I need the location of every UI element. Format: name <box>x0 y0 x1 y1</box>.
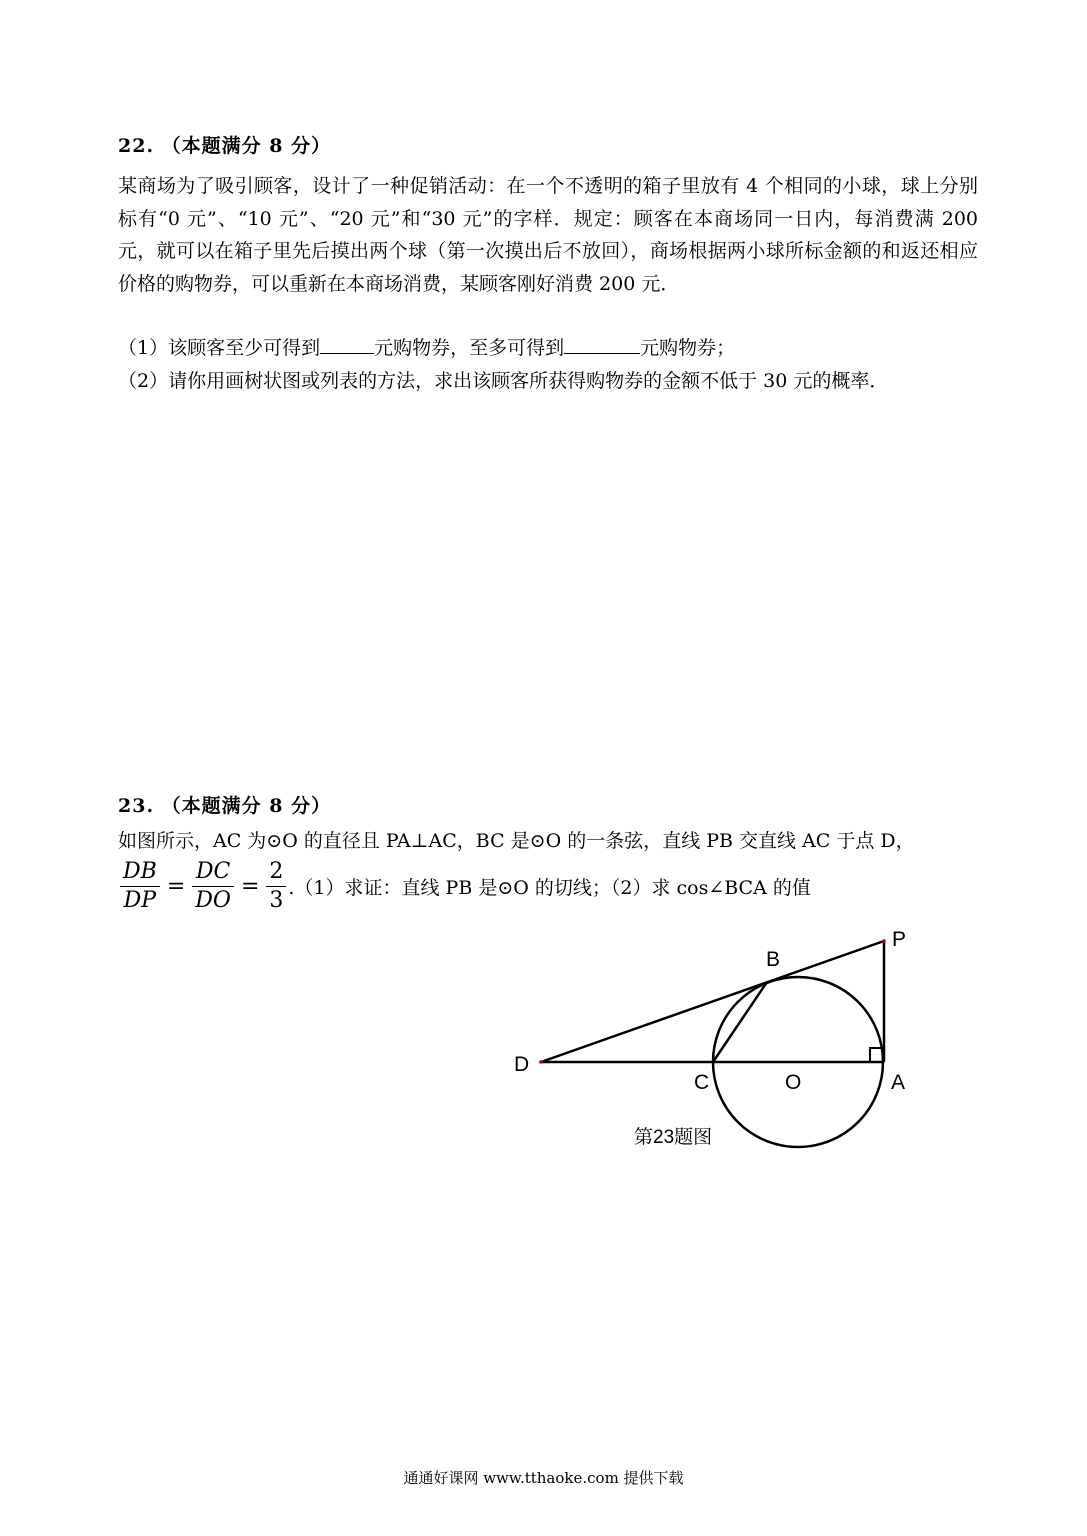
frac2-denominator: DO <box>195 888 231 913</box>
frac1-denominator: DP <box>123 888 157 913</box>
chord-bc <box>713 982 767 1062</box>
page-footer: 通通好课网 www.tthaoke.com 提供下载 <box>403 1469 684 1487</box>
label-p: P <box>892 928 907 951</box>
label-a: A <box>891 1071 906 1094</box>
point-p <box>882 939 886 943</box>
q22-part2: （2）请你用画树状图或列表的方法，求出该顾客所获得购物券的金额不低于 30 元的概率． <box>118 370 889 392</box>
equals-sign-1: = <box>166 874 186 899</box>
label-c: C <box>694 1071 710 1094</box>
q22-part1-text-a: （1）该顾客至少可得到 <box>118 337 321 359</box>
q23-heading: 23. （本题满分 8 分） <box>118 795 332 817</box>
line-dp <box>541 941 884 1062</box>
point-d <box>539 1060 543 1064</box>
equals-sign-2: = <box>240 874 260 899</box>
frac3-denominator: 3 <box>269 888 284 913</box>
frac1-numerator: DB <box>120 858 160 887</box>
q22-heading: 22. （本题满分 8 分） <box>118 135 332 157</box>
q22-part1-text-c: 元购物券； <box>640 337 736 359</box>
label-o: O <box>785 1071 802 1094</box>
q23-line2-text: .（1）求证：直线 PB 是⊙O 的切线；（2）求 cos∠BCA 的值 <box>288 877 811 899</box>
figure-caption: 第23题图 <box>634 1127 713 1148</box>
label-d: D <box>514 1053 530 1076</box>
q22-body: 某商场为了吸引顾客，设计了一种促销活动：在一个不透明的箱子里放有 4 个相同的小球，球上分别标有“0 元”、“10 元”、“20 元”和“30 元”的字样．规定：顾客在本商场同一日内，每消费满 200 元，就可以在箱子里先后摸出两个球（第一次摸出后不放回），商场根据两小球所标金额的和返还相应价格的购物券，可以重新在本商场消费，某顾客刚好消费 200 元． <box>118 175 978 295</box>
frac2-numerator: DC <box>192 858 234 887</box>
frac3-numerator: 2 <box>266 858 286 887</box>
q22-part1-text-b: 元购物券，至多可得到 <box>374 337 565 359</box>
label-b: B <box>766 948 781 971</box>
q23-line1: 如图所示，AC 为⊙O 的直径且 PA⊥AC，BC 是⊙O 的一条弦，直线 PB 交直线 AC 于点 D， <box>118 830 915 852</box>
